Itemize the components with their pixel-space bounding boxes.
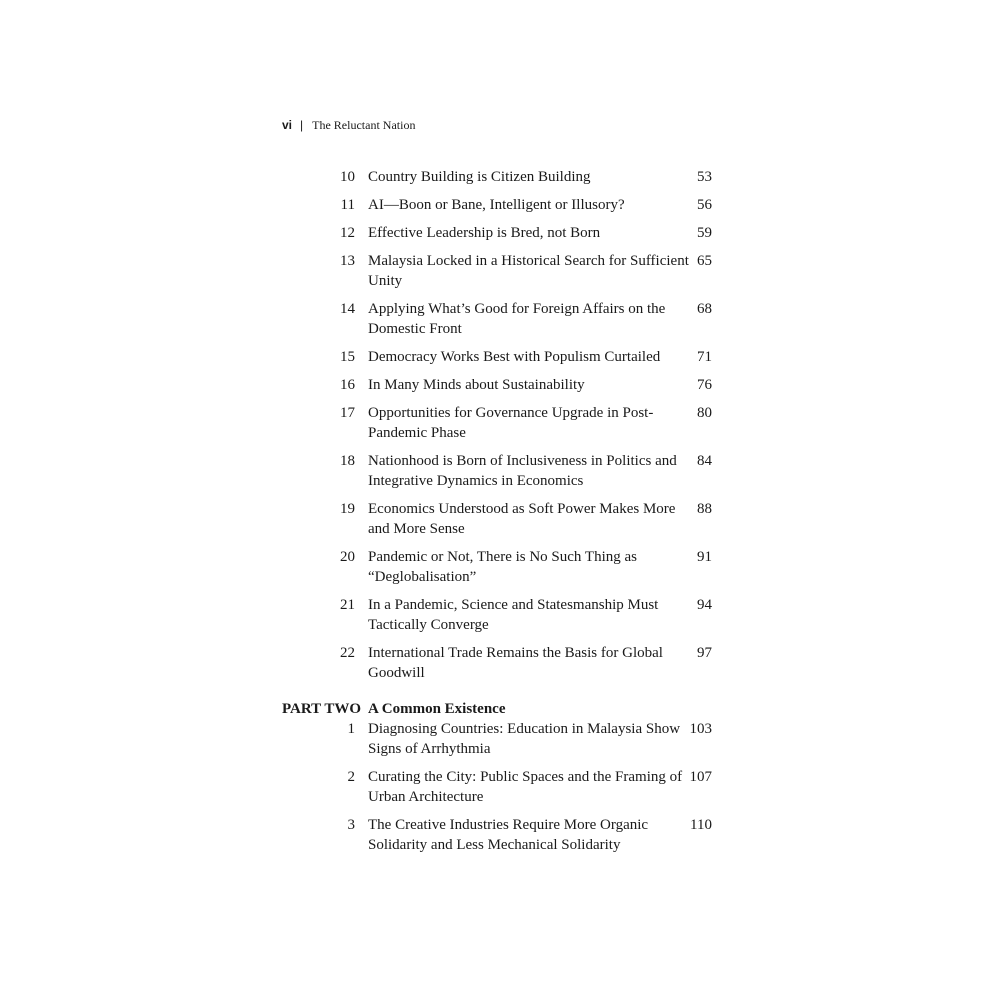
chapter-title: Malaysia Locked in a Historical Search for Sufficient Unity: [368, 253, 689, 289]
page-reference: 56: [697, 197, 712, 213]
part-title: A Common Existence: [368, 701, 506, 717]
page-reference: 65: [697, 253, 712, 269]
page-reference: 110: [690, 817, 712, 833]
chapter-number: 1: [347, 721, 355, 737]
running-head: [282, 117, 415, 133]
chapter-title: In a Pandemic, Science and Statesmanship Must Tactically Converge: [368, 597, 659, 633]
toc-entry: [282, 223, 712, 243]
chapter-title: Economics Understood as Soft Power Makes More and More Sense: [368, 501, 676, 537]
page-reference: 71: [697, 349, 712, 365]
chapter-title: In Many Minds about Sustainability: [368, 377, 585, 393]
toc-entry: [282, 719, 712, 759]
part-label: PART TWO: [282, 701, 362, 717]
chapter-number: 2: [347, 769, 355, 785]
toc-entry: [282, 251, 712, 291]
page-reference: 91: [697, 549, 712, 565]
page-reference: 88: [697, 501, 712, 517]
chapter-number: 3: [347, 817, 355, 833]
toc-entry: [282, 167, 712, 187]
chapter-title: Opportunities for Governance Upgrade in Post-Pandemic Phase: [368, 405, 654, 441]
chapter-number: 12: [340, 225, 355, 241]
toc-entry: [282, 347, 712, 367]
chapter-number: 10: [340, 169, 355, 185]
toc-entry: [282, 815, 712, 855]
toc-entry: [282, 595, 712, 635]
toc-entry: [282, 375, 712, 395]
chapter-title: Applying What’s Good for Foreign Affairs on the Domestic Front: [368, 301, 666, 337]
chapter-number: 14: [340, 301, 355, 317]
chapter-number: 19: [340, 501, 355, 517]
page-reference: 68: [697, 301, 712, 317]
chapter-number: 13: [340, 253, 355, 269]
chapter-number: 11: [340, 197, 355, 213]
chapter-title: Nationhood is Born of Inclusiveness in Politics and Integrative Dynamics in Economics: [368, 453, 677, 489]
page-reference: 97: [697, 645, 712, 661]
page-reference: 76: [697, 377, 712, 393]
chapter-number: 20: [340, 549, 355, 565]
page-reference: 94: [697, 597, 712, 613]
page-reference: 84: [697, 453, 712, 469]
toc-entry: [282, 643, 712, 683]
table-of-contents: [282, 167, 712, 863]
page-reference: 103: [689, 721, 712, 737]
chapter-title: International Trade Remains the Basis for Global Goodwill: [368, 645, 663, 681]
chapter-title: Effective Leadership is Bred, not Born: [368, 225, 601, 241]
chapter-title: Curating the City: Public Spaces and the Framing of Urban Architecture: [368, 769, 683, 805]
chapter-title: The Creative Industries Require More Organic Solidarity and Less Mechanical Solidarity: [368, 817, 649, 853]
toc-entry: [282, 547, 712, 587]
chapter-number: 21: [340, 597, 355, 613]
chapter-number: 17: [340, 405, 355, 421]
page-reference: 59: [697, 225, 712, 241]
toc-entry: [282, 499, 712, 539]
chapter-number: 22: [340, 645, 355, 661]
chapter-number: 15: [340, 349, 355, 365]
chapter-title: Country Building is Citizen Building: [368, 169, 591, 185]
book-title: The Reluctant Nation: [312, 117, 416, 132]
toc-entry: [282, 403, 712, 443]
chapter-title: AI—Boon or Bane, Intelligent or Illusory?: [368, 197, 625, 213]
toc-entry: [282, 299, 712, 339]
page-number: vi: [282, 118, 293, 132]
page-reference: 80: [697, 405, 712, 421]
chapter-number: 18: [340, 453, 355, 469]
chapter-title: Diagnosing Countries: Education in Malaysia Show Signs of Arrhythmia: [368, 721, 681, 757]
toc-entry: [282, 451, 712, 491]
running-head-separator: |: [300, 118, 304, 132]
part-heading: [282, 699, 712, 719]
chapter-title: Democracy Works Best with Populism Curtailed: [368, 349, 661, 365]
chapter-number: 16: [340, 377, 355, 393]
toc-entry: [282, 195, 712, 215]
chapter-title: Pandemic or Not, There is No Such Thing as “Deglobalisation”: [368, 549, 637, 585]
toc-entry: [282, 767, 712, 807]
page-reference: 53: [697, 169, 712, 185]
page-reference: 107: [689, 769, 712, 785]
